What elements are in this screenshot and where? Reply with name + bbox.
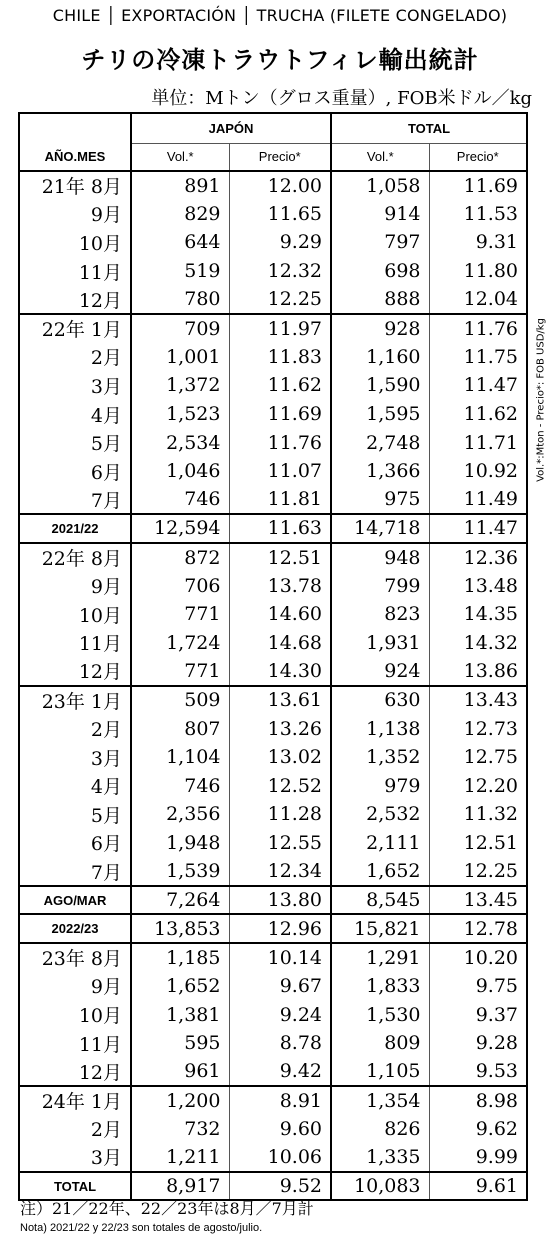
cell-total-vol: 888 bbox=[331, 285, 429, 314]
row-label: 10月 bbox=[19, 228, 131, 257]
cell-japon-vol: 1,185 bbox=[131, 943, 229, 972]
cell-japon-precio: 13.02 bbox=[229, 743, 331, 772]
table-row bbox=[19, 400, 527, 429]
cell-total-vol: 823 bbox=[331, 600, 429, 629]
cell-total-vol: 1,354 bbox=[331, 1086, 429, 1115]
cell-japon-vol: 8,917 bbox=[131, 1172, 229, 1201]
cell-total-precio: 9.62 bbox=[429, 1115, 527, 1144]
cell-total-vol: 2,748 bbox=[331, 428, 429, 457]
row-label: 2月 bbox=[19, 343, 131, 372]
cell-japon-vol: 709 bbox=[131, 314, 229, 343]
table-row bbox=[19, 1143, 527, 1172]
cell-total-precio: 11.49 bbox=[429, 486, 527, 515]
cell-japon-vol: 1,948 bbox=[131, 829, 229, 858]
cell-total-precio: 11.47 bbox=[429, 371, 527, 400]
cell-japon-precio: 12.51 bbox=[229, 543, 331, 572]
cell-japon-precio: 8.91 bbox=[229, 1086, 331, 1115]
cell-total-precio: 12.20 bbox=[429, 771, 527, 800]
cell-total-vol: 1,931 bbox=[331, 629, 429, 658]
cell-japon-precio: 10.06 bbox=[229, 1143, 331, 1172]
cell-total-vol: 928 bbox=[331, 314, 429, 343]
cell-total-precio: 11.80 bbox=[429, 257, 527, 286]
table-row bbox=[19, 1086, 527, 1115]
cell-total-vol: 1,595 bbox=[331, 400, 429, 429]
cell-total-vol: 826 bbox=[331, 1115, 429, 1144]
cell-japon-vol: 519 bbox=[131, 257, 229, 286]
cell-total-precio: 10.92 bbox=[429, 457, 527, 486]
cell-total-precio: 11.32 bbox=[429, 800, 527, 829]
footnote-es: Nota) 2021/22 y 22/23 son totales de agosto/julio. bbox=[20, 1222, 263, 1234]
cell-total-vol: 809 bbox=[331, 1029, 429, 1058]
table-row bbox=[19, 571, 527, 600]
cell-total-precio: 9.37 bbox=[429, 1000, 527, 1029]
header-corner bbox=[19, 113, 131, 143]
cell-japon-vol: 1,046 bbox=[131, 457, 229, 486]
cell-japon-precio: 11.83 bbox=[229, 343, 331, 372]
cell-total-precio: 11.53 bbox=[429, 200, 527, 229]
cell-total-precio: 12.36 bbox=[429, 543, 527, 572]
cell-japon-precio: 10.14 bbox=[229, 943, 331, 972]
cell-japon-precio: 9.42 bbox=[229, 1057, 331, 1086]
cell-japon-precio: 14.60 bbox=[229, 600, 331, 629]
cell-total-vol: 15,821 bbox=[331, 914, 429, 943]
cell-japon-vol: 509 bbox=[131, 686, 229, 715]
cell-total-precio: 9.31 bbox=[429, 228, 527, 257]
table-row bbox=[19, 714, 527, 743]
cell-japon-vol: 2,356 bbox=[131, 800, 229, 829]
cell-total-vol: 630 bbox=[331, 686, 429, 715]
cell-japon-vol: 1,104 bbox=[131, 743, 229, 772]
row-label: 22年 8月 bbox=[19, 543, 131, 572]
cell-japon-precio: 13.78 bbox=[229, 571, 331, 600]
cell-japon-vol: 7,264 bbox=[131, 886, 229, 915]
table-row bbox=[19, 743, 527, 772]
cell-japon-precio: 14.68 bbox=[229, 629, 331, 658]
cell-total-vol: 8,545 bbox=[331, 886, 429, 915]
cell-total-precio: 11.47 bbox=[429, 514, 527, 543]
cell-japon-precio: 11.97 bbox=[229, 314, 331, 343]
cell-total-precio: 12.75 bbox=[429, 743, 527, 772]
cell-japon-vol: 961 bbox=[131, 1057, 229, 1086]
cell-total-precio: 13.43 bbox=[429, 686, 527, 715]
table-row bbox=[19, 228, 527, 257]
cell-japon-precio: 12.52 bbox=[229, 771, 331, 800]
cell-japon-vol: 1,001 bbox=[131, 343, 229, 372]
cell-japon-vol: 706 bbox=[131, 571, 229, 600]
col-header-total-precio: Precio* bbox=[429, 143, 527, 171]
cell-total-vol: 979 bbox=[331, 771, 429, 800]
cell-total-vol: 2,111 bbox=[331, 829, 429, 858]
cell-total-precio: 11.76 bbox=[429, 314, 527, 343]
cell-total-precio: 9.28 bbox=[429, 1029, 527, 1058]
table-row bbox=[19, 629, 527, 658]
row-label: 12月 bbox=[19, 1057, 131, 1086]
cell-total-vol: 1,833 bbox=[331, 972, 429, 1001]
cell-total-precio: 10.20 bbox=[429, 943, 527, 972]
cell-total-vol: 1,530 bbox=[331, 1000, 429, 1029]
row-label: 2月 bbox=[19, 1115, 131, 1144]
cell-japon-vol: 1,381 bbox=[131, 1000, 229, 1029]
jp-title: チリの冷凍トラウトフィレ輸出統計 bbox=[81, 45, 479, 74]
cell-japon-precio: 9.24 bbox=[229, 1000, 331, 1029]
top-title: CHILE │ EXPORTACIÓN │ TRUCHA (FILETE CONGELADO) bbox=[52, 6, 508, 25]
cell-total-vol: 10,083 bbox=[331, 1172, 429, 1201]
cell-japon-vol: 771 bbox=[131, 657, 229, 686]
cell-total-vol: 1,291 bbox=[331, 943, 429, 972]
footnote-jp: 注）21／22年、22／23年は8月／7月計 bbox=[20, 1199, 314, 1218]
table-row bbox=[19, 771, 527, 800]
cell-total-vol: 799 bbox=[331, 571, 429, 600]
cell-japon-precio: 9.60 bbox=[229, 1115, 331, 1144]
row-label: 12月 bbox=[19, 657, 131, 686]
table-row bbox=[19, 171, 527, 200]
cell-japon-precio: 12.55 bbox=[229, 829, 331, 858]
cell-total-vol: 1,652 bbox=[331, 857, 429, 886]
export-table bbox=[18, 112, 528, 1201]
cell-japon-vol: 891 bbox=[131, 171, 229, 200]
table-row bbox=[19, 1000, 527, 1029]
cell-japon-precio: 12.96 bbox=[229, 914, 331, 943]
row-label: 11月 bbox=[19, 1029, 131, 1058]
cell-japon-precio: 11.07 bbox=[229, 457, 331, 486]
cell-total-vol: 1,352 bbox=[331, 743, 429, 772]
cell-total-vol: 948 bbox=[331, 543, 429, 572]
cell-total-vol: 698 bbox=[331, 257, 429, 286]
cell-total-vol: 14,718 bbox=[331, 514, 429, 543]
cell-japon-vol: 1,211 bbox=[131, 1143, 229, 1172]
row-label: 11月 bbox=[19, 629, 131, 658]
cell-japon-precio: 11.76 bbox=[229, 428, 331, 457]
cell-total-vol: 1,058 bbox=[331, 171, 429, 200]
table-row bbox=[19, 686, 527, 715]
cell-japon-precio: 8.78 bbox=[229, 1029, 331, 1058]
table-row bbox=[19, 428, 527, 457]
row-label: 9月 bbox=[19, 200, 131, 229]
table-row bbox=[19, 314, 527, 343]
table-row bbox=[19, 800, 527, 829]
table-row bbox=[19, 1029, 527, 1058]
row-label: 10月 bbox=[19, 1000, 131, 1029]
cell-total-vol: 924 bbox=[331, 657, 429, 686]
cell-total-vol: 1,105 bbox=[331, 1057, 429, 1086]
cell-japon-precio: 12.00 bbox=[229, 171, 331, 200]
table-row bbox=[19, 943, 527, 972]
unit-line: 単位：Mトン（グロス重量）, FOB米ドル／kg bbox=[151, 88, 532, 109]
cell-total-precio: 11.75 bbox=[429, 343, 527, 372]
row-label: 7月 bbox=[19, 486, 131, 515]
row-label: 5月 bbox=[19, 800, 131, 829]
cell-total-vol: 975 bbox=[331, 486, 429, 515]
table-row bbox=[19, 514, 527, 543]
row-label: 9月 bbox=[19, 972, 131, 1001]
row-label: 3月 bbox=[19, 371, 131, 400]
cell-japon-vol: 1,372 bbox=[131, 371, 229, 400]
cell-japon-precio: 12.32 bbox=[229, 257, 331, 286]
row-label: 23年 8月 bbox=[19, 943, 131, 972]
col-header-japon-precio: Precio* bbox=[229, 143, 331, 171]
table-row bbox=[19, 285, 527, 314]
cell-total-vol: 914 bbox=[331, 200, 429, 229]
cell-japon-precio: 12.25 bbox=[229, 285, 331, 314]
row-label: 2022/23 bbox=[19, 914, 131, 943]
cell-japon-precio: 9.29 bbox=[229, 228, 331, 257]
cell-total-precio: 9.61 bbox=[429, 1172, 527, 1201]
table-row bbox=[19, 257, 527, 286]
table-row bbox=[19, 457, 527, 486]
cell-total-vol: 2,532 bbox=[331, 800, 429, 829]
row-label: 23年 1月 bbox=[19, 686, 131, 715]
cell-total-precio: 11.62 bbox=[429, 400, 527, 429]
cell-japon-vol: 1,523 bbox=[131, 400, 229, 429]
table-row bbox=[19, 972, 527, 1001]
cell-total-vol: 1,366 bbox=[331, 457, 429, 486]
side-note-text: Vol.*:Mton - Precio*: FOB USD/kg bbox=[535, 318, 547, 482]
cell-japon-precio: 11.62 bbox=[229, 371, 331, 400]
row-label: 24年 1月 bbox=[19, 1086, 131, 1115]
cell-total-precio: 13.48 bbox=[429, 571, 527, 600]
cell-total-precio: 9.99 bbox=[429, 1143, 527, 1172]
cell-japon-vol: 780 bbox=[131, 285, 229, 314]
group-header-japon: JAPÓN bbox=[131, 113, 331, 143]
row-label: TOTAL bbox=[19, 1172, 131, 1201]
cell-total-vol: 797 bbox=[331, 228, 429, 257]
table-row bbox=[19, 543, 527, 572]
cell-japon-precio: 11.81 bbox=[229, 486, 331, 515]
cell-japon-precio: 13.26 bbox=[229, 714, 331, 743]
cell-japon-vol: 1,652 bbox=[131, 972, 229, 1001]
table-row bbox=[19, 200, 527, 229]
cell-japon-precio: 13.80 bbox=[229, 886, 331, 915]
cell-japon-vol: 807 bbox=[131, 714, 229, 743]
cell-japon-precio: 11.65 bbox=[229, 200, 331, 229]
row-label: 3月 bbox=[19, 1143, 131, 1172]
row-label: 2月 bbox=[19, 714, 131, 743]
cell-total-precio: 8.98 bbox=[429, 1086, 527, 1115]
col-header-ano-mes: AÑO.MES bbox=[19, 143, 131, 171]
cell-total-precio: 12.51 bbox=[429, 829, 527, 858]
row-label: AGO/MAR bbox=[19, 886, 131, 915]
cell-japon-vol: 2,534 bbox=[131, 428, 229, 457]
cell-total-precio: 12.78 bbox=[429, 914, 527, 943]
cell-japon-precio: 14.30 bbox=[229, 657, 331, 686]
col-header-total-vol: Vol.* bbox=[331, 143, 429, 171]
row-label: 6月 bbox=[19, 829, 131, 858]
cell-japon-vol: 595 bbox=[131, 1029, 229, 1058]
table-row bbox=[19, 1057, 527, 1086]
cell-total-precio: 13.45 bbox=[429, 886, 527, 915]
row-label: 12月 bbox=[19, 285, 131, 314]
table-row bbox=[19, 600, 527, 629]
cell-japon-vol: 13,853 bbox=[131, 914, 229, 943]
cell-total-precio: 11.71 bbox=[429, 428, 527, 457]
cell-total-vol: 1,160 bbox=[331, 343, 429, 372]
table-row bbox=[19, 1115, 527, 1144]
row-label: 9月 bbox=[19, 571, 131, 600]
cell-japon-precio: 12.34 bbox=[229, 857, 331, 886]
table-row bbox=[19, 886, 527, 915]
row-label: 3月 bbox=[19, 743, 131, 772]
table-row bbox=[19, 914, 527, 943]
cell-total-precio: 9.75 bbox=[429, 972, 527, 1001]
cell-japon-vol: 732 bbox=[131, 1115, 229, 1144]
cell-japon-precio: 11.63 bbox=[229, 514, 331, 543]
table-body bbox=[19, 171, 527, 1200]
cell-total-vol: 1,138 bbox=[331, 714, 429, 743]
row-label: 22年 1月 bbox=[19, 314, 131, 343]
cell-total-vol: 1,335 bbox=[331, 1143, 429, 1172]
cell-japon-vol: 644 bbox=[131, 228, 229, 257]
row-label: 6月 bbox=[19, 457, 131, 486]
cell-japon-precio: 9.52 bbox=[229, 1172, 331, 1201]
table-row bbox=[19, 371, 527, 400]
cell-japon-vol: 771 bbox=[131, 600, 229, 629]
group-header-total: TOTAL bbox=[331, 113, 527, 143]
row-label: 5月 bbox=[19, 428, 131, 457]
row-label: 2021/22 bbox=[19, 514, 131, 543]
table-row bbox=[19, 343, 527, 372]
cell-japon-vol: 829 bbox=[131, 200, 229, 229]
table-row bbox=[19, 657, 527, 686]
cell-total-precio: 11.69 bbox=[429, 171, 527, 200]
row-label: 4月 bbox=[19, 400, 131, 429]
col-header-japon-vol: Vol.* bbox=[131, 143, 229, 171]
row-label: 10月 bbox=[19, 600, 131, 629]
cell-japon-vol: 746 bbox=[131, 771, 229, 800]
cell-total-precio: 9.53 bbox=[429, 1057, 527, 1086]
table-row bbox=[19, 486, 527, 515]
row-label: 7月 bbox=[19, 857, 131, 886]
cell-japon-precio: 13.61 bbox=[229, 686, 331, 715]
cell-japon-vol: 872 bbox=[131, 543, 229, 572]
cell-japon-vol: 1,724 bbox=[131, 629, 229, 658]
cell-japon-vol: 1,539 bbox=[131, 857, 229, 886]
cell-total-vol: 1,590 bbox=[331, 371, 429, 400]
cell-japon-precio: 9.67 bbox=[229, 972, 331, 1001]
cell-japon-vol: 12,594 bbox=[131, 514, 229, 543]
cell-japon-precio: 11.28 bbox=[229, 800, 331, 829]
cell-total-precio: 14.35 bbox=[429, 600, 527, 629]
cell-japon-vol: 746 bbox=[131, 486, 229, 515]
side-note bbox=[528, 120, 554, 680]
table-row bbox=[19, 857, 527, 886]
row-label: 4月 bbox=[19, 771, 131, 800]
row-label: 11月 bbox=[19, 257, 131, 286]
cell-japon-vol: 1,200 bbox=[131, 1086, 229, 1115]
table-row bbox=[19, 829, 527, 858]
cell-total-precio: 12.04 bbox=[429, 285, 527, 314]
cell-japon-precio: 11.69 bbox=[229, 400, 331, 429]
cell-total-precio: 12.25 bbox=[429, 857, 527, 886]
cell-total-precio: 13.86 bbox=[429, 657, 527, 686]
row-label: 21年 8月 bbox=[19, 171, 131, 200]
cell-total-precio: 12.73 bbox=[429, 714, 527, 743]
cell-total-precio: 14.32 bbox=[429, 629, 527, 658]
